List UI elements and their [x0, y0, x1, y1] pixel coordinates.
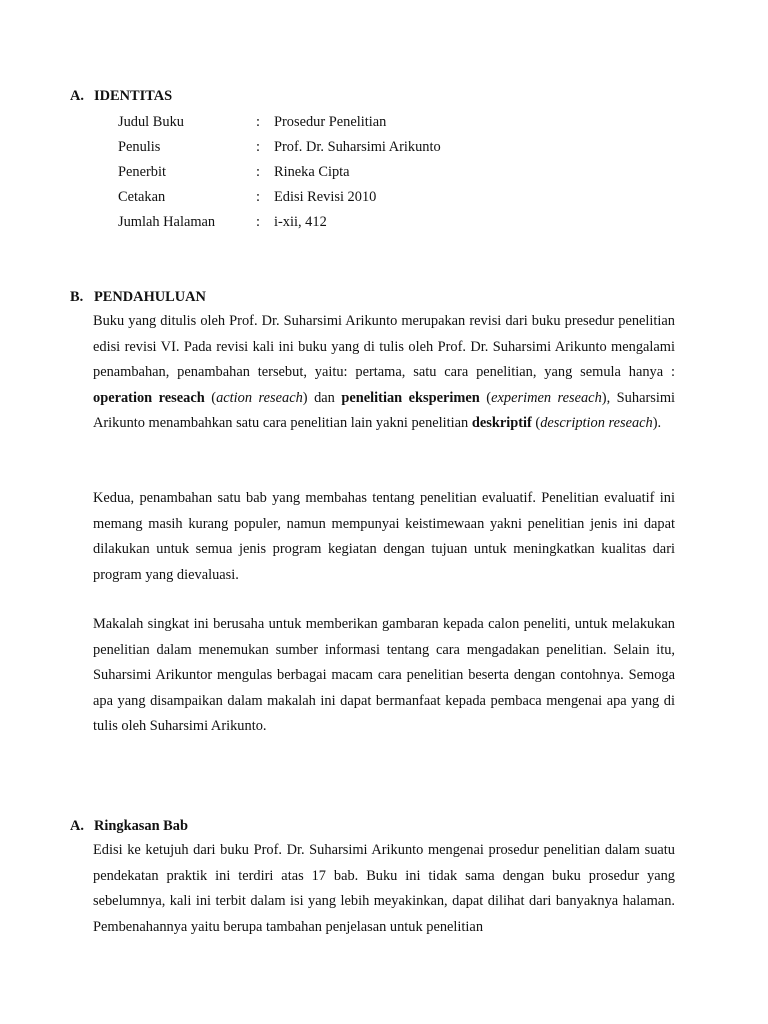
text-run: (: [531, 415, 541, 431]
text-run: ) dan: [302, 389, 342, 406]
identity-label: Jumlah Halaman: [118, 214, 216, 230]
section-heading-pendahuluan: [70, 289, 206, 306]
text-run: (: [204, 389, 217, 406]
text-run: (: [479, 389, 492, 406]
italic-term: experimen reseach: [491, 389, 602, 406]
paragraph-pendahuluan-2: Kedua, penambahan satu bab yang membahas tentang penelitian evaluatif. Penelitian evaluatif ini memang masih kurang populer, namun mempunyai keistimewaan yakni penelitian jenis ini dapat dilakukan untuk semua jenis program kegiatan dengan tujuan untuk meningkatkan kualitas dari program yang dievaluasi.: [93, 490, 675, 583]
section-title: IDENTITAS: [94, 88, 173, 104]
bold-term: penelitian eksperimen: [341, 389, 480, 406]
identity-value: i-xii, 412: [274, 214, 327, 230]
section-heading-identitas: [70, 88, 172, 105]
identity-colon: :: [256, 214, 260, 230]
text-run: ), Suharsimi Arikunto menambahkan satu cara penelitian lain yakni penelitian: [93, 389, 676, 431]
identity-value: Rineka Cipta: [274, 164, 350, 180]
section-title: PENDAHULUAN: [94, 289, 206, 305]
identity-colon: :: [256, 114, 260, 130]
identity-colon: :: [256, 189, 260, 205]
italic-term: action reseach: [216, 389, 303, 406]
paragraph-pendahuluan-1: [93, 309, 675, 437]
section-letter: A.: [70, 88, 84, 104]
identity-label: Penulis: [118, 139, 161, 155]
section-title: Ringkasan Bab: [94, 818, 188, 834]
text-run: ).: [652, 415, 662, 431]
identity-colon: :: [256, 139, 260, 155]
text-run: Buku yang ditulis oleh Prof. Dr. Suharsimi Arikunto merupakan revisi dari buku presedur penelitian edisi revisi VI. Pada revisi kali ini buku yang di tulis oleh Prof. Dr. Suharsimi Arikunto mengalami penambahan, penambahan tersebut, yaitu: pertama, satu cara penelitian, yang semula hanya :: [93, 313, 675, 380]
section-letter: A.: [70, 818, 84, 834]
identity-value: Prosedur Penelitian: [274, 114, 387, 130]
section-heading-ringkasan: [70, 818, 188, 835]
identity-colon: :: [256, 164, 260, 180]
identity-label: Judul Buku: [118, 114, 184, 130]
bold-term: operation reseach: [93, 389, 205, 406]
bold-term: deskriptif: [471, 415, 532, 431]
identity-value: Prof. Dr. Suharsimi Arikunto: [274, 139, 441, 155]
paragraph-ringkasan-1: Edisi ke ketujuh dari buku Prof. Dr. Suharsimi Arikunto mengenai prosedur penelitian dalam suatu pendekatan praktik ini terdiri atas 17 bab. Buku ini tidak sama dengan buku prosedur yang sebelumnya, kali ini terbit dalam isi yang lebih meyakinkan, dapat dilihat dari banyaknya halaman. Pembenahannya yaitu berupa tambahan penjelasan untuk penelitian: [93, 842, 675, 935]
italic-term: description reseach: [540, 415, 653, 431]
identity-label: Cetakan: [118, 189, 166, 205]
section-letter: B.: [70, 289, 84, 305]
identity-label: Penerbit: [118, 164, 166, 180]
identity-value: Edisi Revisi 2010: [274, 189, 377, 205]
paragraph-pendahuluan-3: Makalah singkat ini berusaha untuk memberikan gambaran kepada calon peneliti, untuk melakukan penelitian dalam menemukan sumber informasi tentang cara mengadakan penelitian. Selain itu, Suharsimi Arikuntor mengulas berbagai macam cara penelitian beserta dengan contohnya. Semoga apa yang disampaikan dalam makalah ini dapat bermanfaat kepada pembaca mengenai apa yang di tulis oleh Suharsimi Arikunto.: [93, 616, 675, 734]
